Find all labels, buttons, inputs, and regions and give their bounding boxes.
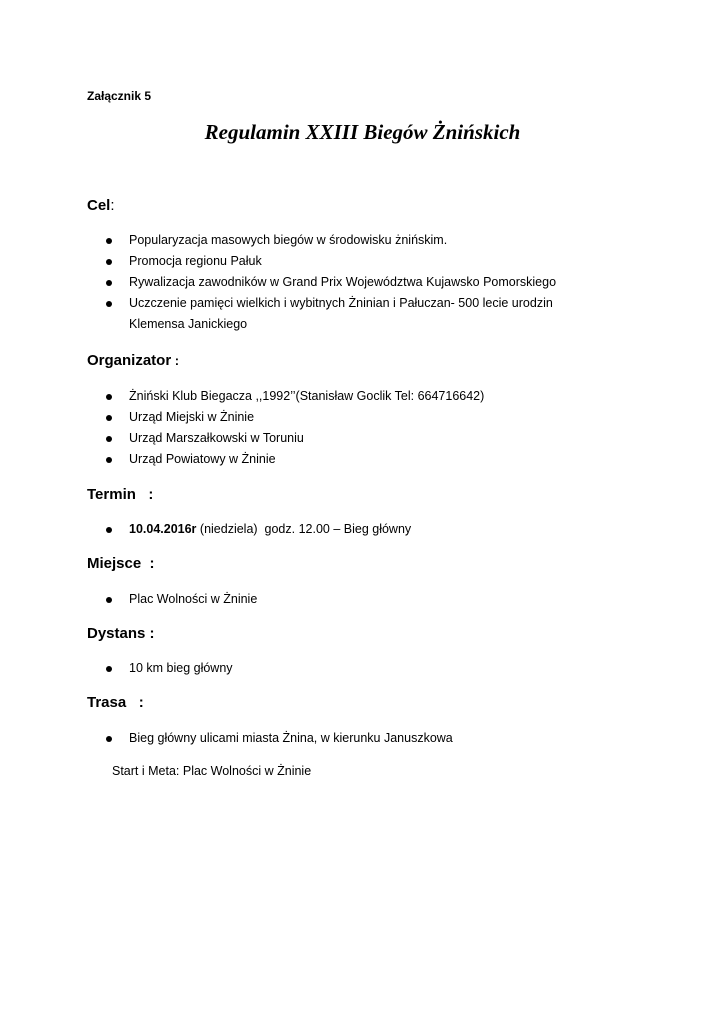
list-item-text: Popularyzacja masowych biegów w środowisku żnińskim. [129,233,448,247]
list-cel [87,230,647,335]
bullet-icon [106,415,112,421]
list-item [87,293,647,335]
list-item [87,272,647,293]
list-item [87,230,647,251]
bullet-icon [106,666,112,672]
section-dystans [87,624,647,679]
bullet-icon [106,259,112,265]
section-trasa [87,693,647,749]
list-miejsce [87,589,647,610]
event-time: (niedziela) godz. 12.00 – Bieg główny [196,522,412,536]
section-heading-trasa: Trasa : [87,694,144,711]
bullet-icon [106,394,112,400]
list-item [87,386,647,407]
list-item [87,728,647,749]
heading-text: Organizator [87,352,172,369]
list-item [87,407,647,428]
list-item-text: Plac Wolności w Żninie [129,592,258,606]
event-date: 10.04.2016r [129,522,197,536]
list-item-text: Uczczenie pamięci wielkich i wybitnych Żninian i Pałuczan- 500 lecie urodzin [129,296,553,310]
list-item [87,589,647,610]
section-heading-dystans: Dystans : [87,625,155,642]
list-item-text-continued: Klemensa Janickiego [129,317,248,331]
heading-suffix: : [171,353,180,368]
list-item-text: Bieg główny ulicami miasta Żnina, w kierunku Januszkowa [129,731,453,745]
bullet-icon [106,736,112,742]
heading-text: Cel [87,197,111,214]
list-item-text: Promocja regionu Pałuk [129,254,262,268]
list-item-text: Urząd Marszałkowski w Toruniu [129,431,304,445]
list-dystans [87,658,647,679]
section-heading-termin: Termin : [87,486,154,503]
list-item [87,251,647,272]
bullet-icon [106,527,112,533]
bullet-icon [106,436,112,442]
document-title: Regulamin XXIII Biegów Żnińskich [204,120,521,144]
list-item [87,658,647,679]
list-item-text: Urząd Powiatowy w Żninie [129,452,276,466]
list-item [87,519,647,540]
bullet-icon [106,238,112,244]
bullet-icon [106,457,112,463]
list-item-text: 10 km bieg główny [129,661,233,675]
section-organizator [87,351,647,470]
section-heading-organizator [87,351,647,371]
heading-suffix: : [110,197,115,214]
section-miejsce [87,554,647,610]
list-item [87,428,647,449]
list-organizator [87,386,647,470]
bullet-icon [106,301,112,307]
section-heading-miejsce: Miejsce : [87,555,155,572]
bullet-icon [106,597,112,603]
start-finish-note: Start i Meta: Plac Wolności w Żninie [112,764,312,778]
list-trasa [87,728,647,749]
section-termin [87,485,647,540]
list-item-text: Rywalizacja zawodników w Grand Prix Województwa Kujawsko Pomorskiego [129,275,557,289]
list-item-text: Żniński Klub Biegacza ,,1992’’(Stanisław Goclik Tel: 664716642) [129,389,485,403]
annex-label: Załącznik 5 [87,89,152,103]
bullet-icon [106,280,112,286]
section-cel [87,196,647,335]
list-item [87,449,647,470]
section-heading-cel [87,196,647,216]
list-item-text: Urząd Miejski w Żninie [129,410,255,424]
list-termin [87,519,647,540]
